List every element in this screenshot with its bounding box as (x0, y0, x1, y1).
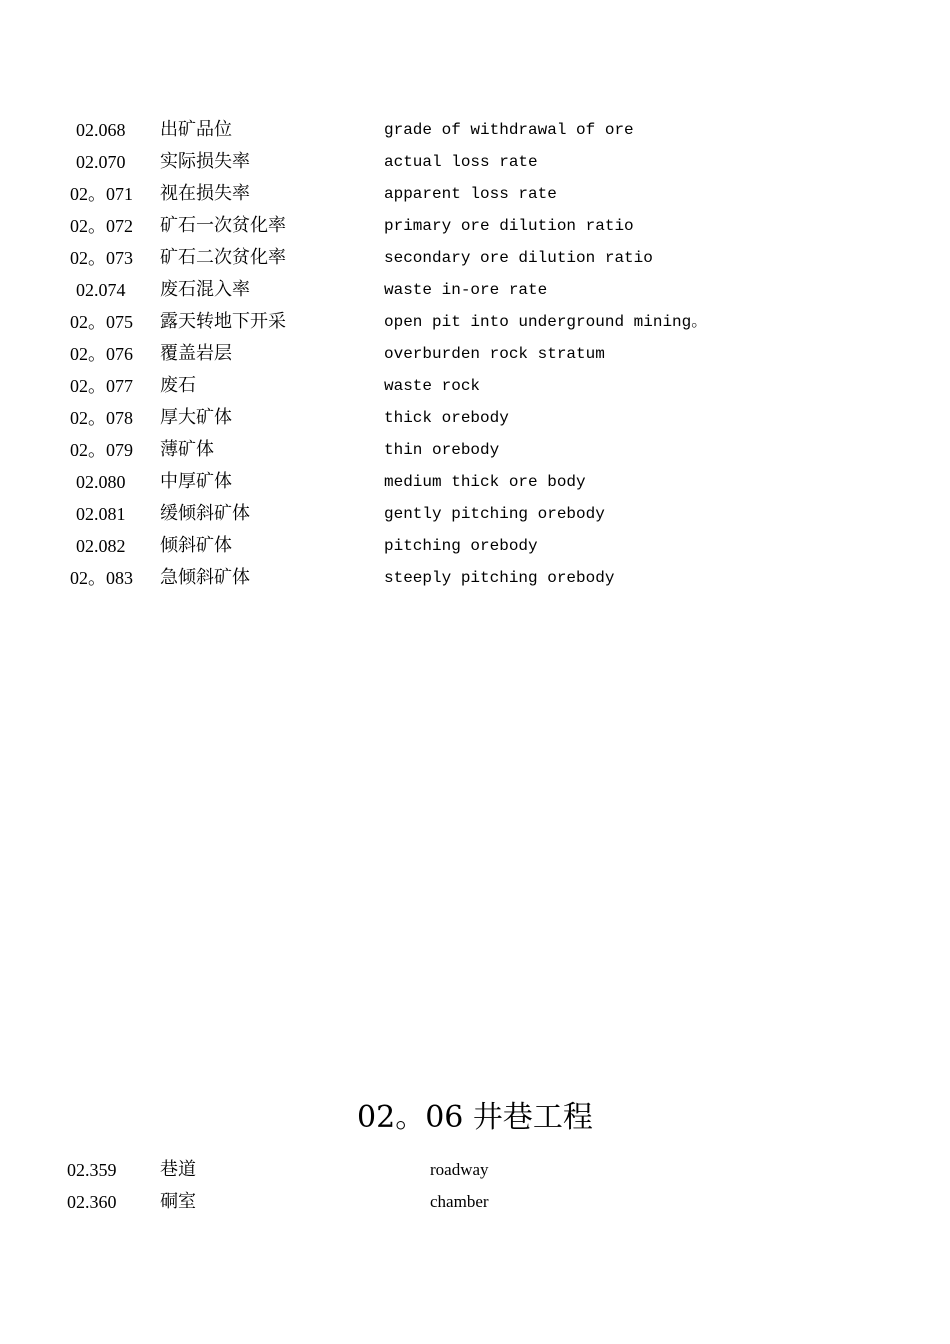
term-row (0, 210, 950, 242)
term-chinese: 露天转地下开采 (160, 311, 286, 332)
term-english: pitching orebody (384, 537, 538, 555)
term-english: medium thick ore body (384, 473, 586, 491)
term-code: 02。071 (70, 184, 133, 204)
term-english: open pit into underground mining。 (384, 313, 708, 331)
term-code: 02.068 (76, 120, 126, 140)
term-english: actual loss rate (384, 153, 538, 171)
term-chinese: 覆盖岩层 (160, 343, 232, 364)
term-chinese: 废石混入率 (160, 279, 250, 300)
term-code: 02.081 (76, 504, 126, 524)
term-chinese: 倾斜矿体 (160, 535, 232, 556)
term-code: 02.360 (67, 1192, 117, 1212)
term-code: 02。079 (70, 440, 133, 460)
term-code: 02.080 (76, 472, 126, 492)
term-english: gently pitching orebody (384, 505, 605, 523)
term-english: primary ore dilution ratio (384, 217, 634, 235)
term-code: 02.074 (76, 280, 126, 300)
term-english: roadway (430, 1160, 489, 1179)
term-chinese: 薄矿体 (160, 439, 214, 460)
term-code: 02。073 (70, 248, 133, 268)
term-row (0, 370, 950, 402)
term-row (0, 466, 950, 498)
term-english: grade of withdrawal of ore (384, 121, 634, 139)
term-row (0, 498, 950, 530)
term-row (0, 530, 950, 562)
term-row (0, 562, 950, 594)
term-chinese: 硐室 (160, 1191, 196, 1212)
term-chinese: 缓倾斜矿体 (160, 503, 250, 524)
term-english: thick orebody (384, 409, 509, 427)
term-code: 02.082 (76, 536, 126, 556)
term-code: 02。077 (70, 376, 133, 396)
term-row (0, 146, 950, 178)
term-english: apparent loss rate (384, 185, 557, 203)
term-chinese: 厚大矿体 (160, 407, 232, 428)
term-english: overburden rock stratum (384, 345, 605, 363)
term-code: 02。072 (70, 216, 133, 236)
term-code: 02.070 (76, 152, 126, 172)
term-code: 02.359 (67, 1160, 117, 1180)
term-english: waste rock (384, 377, 481, 395)
term-code: 02。078 (70, 408, 133, 428)
term-code: 02。075 (70, 312, 133, 332)
term-chinese: 矿石一次贫化率 (160, 215, 286, 236)
term-chinese: 视在损失率 (160, 183, 250, 204)
term-english: steeply pitching orebody (384, 569, 615, 587)
term-row (0, 114, 950, 146)
term-chinese: 急倾斜矿体 (160, 567, 250, 588)
term-row (0, 242, 950, 274)
term-english: thin orebody (384, 441, 500, 459)
term-row (0, 434, 950, 466)
term-row (0, 1154, 950, 1186)
term-chinese: 矿石二次贫化率 (160, 247, 286, 268)
term-english: secondary ore dilution ratio (384, 249, 653, 267)
term-chinese: 实际损失率 (160, 151, 250, 172)
term-row (0, 274, 950, 306)
term-chinese: 巷道 (160, 1159, 196, 1180)
term-chinese: 出矿品位 (160, 119, 232, 140)
term-code: 02。083 (70, 568, 133, 588)
term-english: waste in-ore rate (384, 281, 548, 299)
term-chinese: 废石 (160, 375, 196, 396)
term-chinese: 中厚矿体 (160, 471, 232, 492)
term-row (0, 1186, 950, 1218)
term-row (0, 402, 950, 434)
term-row (0, 306, 950, 338)
term-english: chamber (430, 1192, 489, 1211)
section-heading: 02。06 井巷工程 (357, 1100, 593, 1135)
term-row (0, 338, 950, 370)
term-row (0, 178, 950, 210)
term-code: 02。076 (70, 344, 133, 364)
